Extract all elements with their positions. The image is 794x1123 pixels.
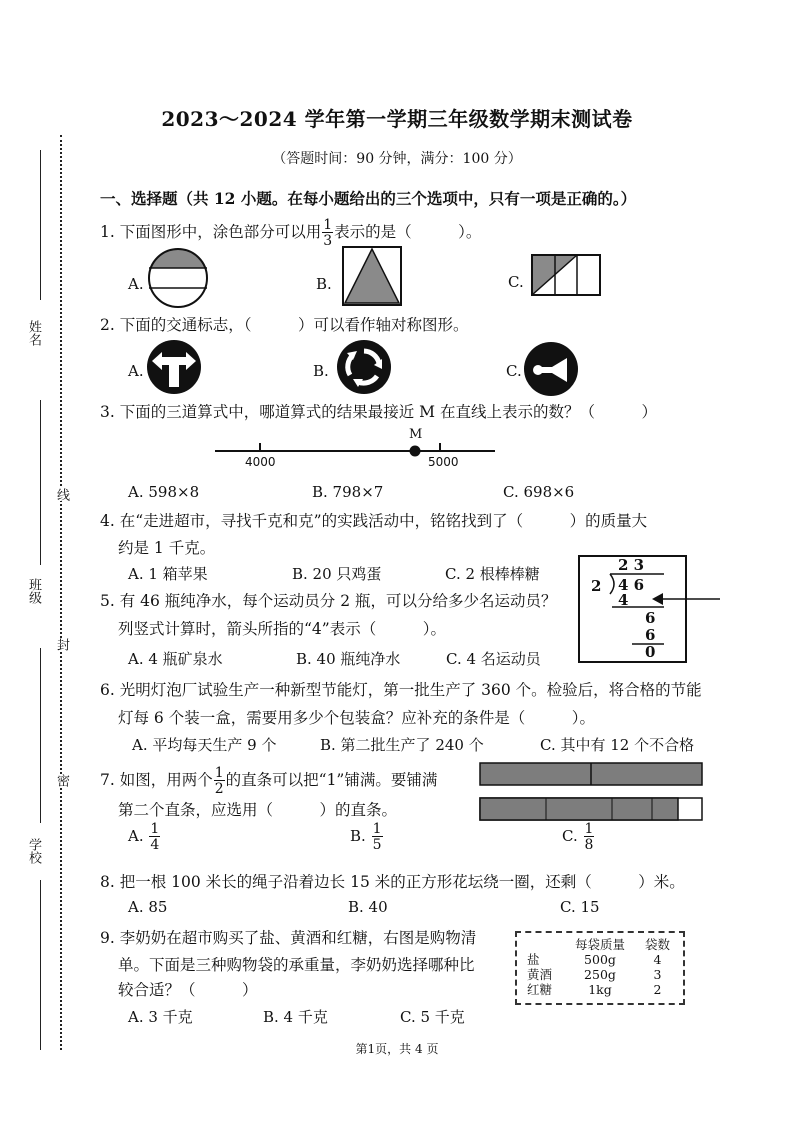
question-9-line-1: 9. 李奶奶在超市购买了盐、黄酒和红糖，右图是购物清: [100, 929, 477, 947]
shopping-list-table: [521, 937, 679, 997]
q1-frac-den: 3: [323, 233, 333, 249]
q5-option-b[interactable]: B. 40 瓶纯净水: [296, 650, 401, 668]
line-mark: 线: [54, 488, 69, 501]
q7-a-fraction: [149, 822, 160, 852]
number-line-m-label: M: [409, 427, 423, 442]
table-cell: 2: [653, 982, 662, 997]
table-cell: 1kg: [588, 982, 612, 997]
q7-c-fraction: [584, 822, 595, 852]
question-2: 2. 下面的交通标志，（ ）可以看作轴对称图形。: [100, 316, 469, 334]
q7-option-a-label: A.: [128, 827, 144, 845]
shopping-list-box: [515, 931, 685, 1005]
q9-option-b[interactable]: B. 4 千克: [263, 1008, 328, 1026]
q5-option-c[interactable]: C. 4 名运动员: [446, 650, 541, 668]
q7-c-den: 8: [584, 837, 594, 853]
turn-left-right-sign-icon: [146, 339, 202, 395]
q4-option-c[interactable]: C. 2 根棒棒糖: [445, 565, 540, 583]
q7-a-den: 4: [150, 837, 160, 853]
page-footer: 第1页，共 4 页: [355, 1042, 439, 1056]
q7-option-c[interactable]: [562, 822, 595, 852]
table-cell: 4: [653, 952, 662, 967]
q7-fraction: [214, 766, 225, 796]
division-remainder: 0: [645, 643, 656, 661]
q1-frac-num: 1: [323, 217, 333, 233]
q7-text-pre: 7. 如图，用两个: [100, 771, 213, 789]
pointer-arrow-icon: [650, 590, 722, 608]
q7-option-c-label: C.: [562, 827, 578, 845]
q3-option-a[interactable]: A. 598×8: [128, 483, 200, 501]
name-label: 姓名: [26, 320, 41, 346]
question-5-line-1: 5. 有 46 瓶纯净水，每个运动员分 2 瓶，可以分给多少名运动员？: [100, 592, 557, 610]
q1-rect-figure: [531, 254, 601, 296]
table-cell: 盐: [527, 952, 540, 967]
q1-text-post: 表示的是（ ）。: [334, 223, 482, 241]
q7-b-den: 5: [372, 837, 382, 853]
q4-option-b[interactable]: B. 20 只鸡蛋: [292, 565, 382, 583]
q1-text-pre: 1. 下面图形中，涂色部分可以用: [100, 223, 322, 241]
table-cell: 黄酒: [527, 967, 553, 982]
question-9-line-2: 单。下面是三种购物袋的承重量，李奶奶选择哪种比: [118, 956, 475, 974]
q7-b-num: 1: [372, 821, 382, 837]
question-5-line-2: 列竖式计算时，箭头所指的“4”表示（ ）。: [118, 620, 446, 638]
number-line-tick-4000: 4000: [245, 455, 276, 469]
page-title: 2023～2024 学年第一学期三年级数学期末测试卷: [161, 107, 633, 131]
table-row: [521, 982, 679, 997]
q7-option-b[interactable]: [350, 822, 384, 852]
question-9-line-3: 较合适？（ ）: [118, 981, 258, 999]
q3-option-c[interactable]: C. 698×6: [503, 483, 575, 501]
q6-option-c[interactable]: C. 其中有 12 个不合格: [540, 736, 695, 754]
q2-option-c[interactable]: C.: [506, 362, 522, 380]
question-1: [100, 218, 481, 248]
seal-mark: 封: [54, 638, 69, 651]
q7-option-a[interactable]: [128, 822, 161, 852]
section-heading: 一、选择题（共 12 小题。在每小题给出的三个选项中，只有一项是正确的。）: [100, 189, 637, 208]
q2-option-b[interactable]: B.: [313, 362, 329, 380]
table-cell: 3: [653, 967, 662, 982]
q1-option-a[interactable]: A.: [128, 275, 144, 293]
table-row: [521, 952, 679, 967]
school-underline: [40, 648, 41, 823]
table-row: [521, 967, 679, 982]
q2-option-a[interactable]: A.: [128, 362, 144, 380]
division-dividend: 4 6: [618, 576, 645, 594]
q7-strip-figures: [478, 761, 704, 823]
q9-option-a[interactable]: A. 3 千克: [128, 1008, 193, 1026]
q7-b-fraction: [372, 822, 383, 852]
q8-option-c[interactable]: C. 15: [560, 898, 600, 916]
exam-info: （答题时间：90 分钟，满分：100 分）: [272, 151, 522, 167]
school-underline-2: [40, 880, 41, 1050]
name-underline: [40, 150, 41, 300]
q4-option-a[interactable]: A. 1 箱苹果: [128, 565, 208, 583]
q1-option-b[interactable]: B.: [316, 275, 332, 293]
question-8: 8. 把一根 100 米长的绳子沿着边长 15 米的正方形花坛绕一圈，还剩（ ）米。: [100, 873, 685, 891]
table-corner: [521, 937, 564, 952]
division-step-4: 4: [618, 591, 629, 609]
q1-triangle-figure: [342, 246, 402, 306]
q7-a-num: 1: [150, 821, 160, 837]
class-underline: [40, 400, 41, 565]
table-header-weight: 每袋质量: [574, 937, 625, 952]
question-3: 3. 下面的三道算式中，哪道算式的结果最接近 M 在直线上表示的数？（ ）: [100, 403, 657, 421]
q7-frac-den: 2: [214, 781, 224, 797]
division-step-6b: 6: [645, 626, 656, 644]
division-quotient: 2 3: [618, 556, 645, 574]
horn-sign-icon: [523, 341, 579, 397]
class-label: 班级: [26, 578, 41, 604]
q7-option-b-label: B.: [350, 827, 366, 845]
secret-mark: 密: [54, 774, 69, 787]
q7-text-post: 的直条可以把“1”铺满。要铺满: [225, 771, 438, 789]
q3-option-b[interactable]: B. 798×7: [312, 483, 384, 501]
q5-option-a[interactable]: A. 4 瓶矿泉水: [128, 650, 223, 668]
question-7-line-1: [100, 766, 437, 796]
question-6-line-2: 灯每 6 个装一盒，需要用多少个包装盒？应补充的条件是（ ）。: [118, 709, 595, 727]
question-6-line-1: 6. 光明灯泡厂试验生产一种新型节能灯，第一批生产了 360 个。检验后，将合格的节能: [100, 681, 702, 699]
division-step-6a: 6: [645, 609, 656, 627]
table-cell: 红糖: [527, 982, 553, 997]
q8-option-b[interactable]: B. 40: [348, 898, 388, 916]
school-label: 学校: [26, 838, 41, 864]
q1-fraction: [322, 218, 333, 248]
question-4-line-1: 4. 在“走进超市，寻找千克和克”的实践活动中，铭铭找到了（ ）的质量大: [100, 512, 648, 530]
question-7-line-2: 第二个直条，应选用（ ）的直条。: [118, 801, 398, 819]
number-line-tick-5000: 5000: [428, 455, 459, 469]
q1-option-c[interactable]: C.: [508, 273, 524, 291]
table-cell: 500g: [584, 952, 616, 967]
q7-c-num: 1: [584, 821, 594, 837]
roundabout-sign-icon: [336, 339, 392, 395]
q6-option-a[interactable]: A. 平均每天生产 9 个: [132, 736, 277, 754]
q9-option-c[interactable]: C. 5 千克: [400, 1008, 465, 1026]
q6-option-b[interactable]: B. 第二批生产了 240 个: [320, 736, 484, 754]
division-divisor: 2: [591, 577, 602, 595]
table-cell: 250g: [584, 967, 616, 982]
q7-frac-num: 1: [214, 765, 224, 781]
binding-dotted-line: [60, 135, 62, 1050]
q8-option-a[interactable]: A. 85: [128, 898, 168, 916]
q1-circle-figure: [146, 248, 210, 308]
question-4-line-2: 约是 1 千克。: [118, 539, 216, 557]
table-header-count: 袋数: [644, 937, 670, 952]
